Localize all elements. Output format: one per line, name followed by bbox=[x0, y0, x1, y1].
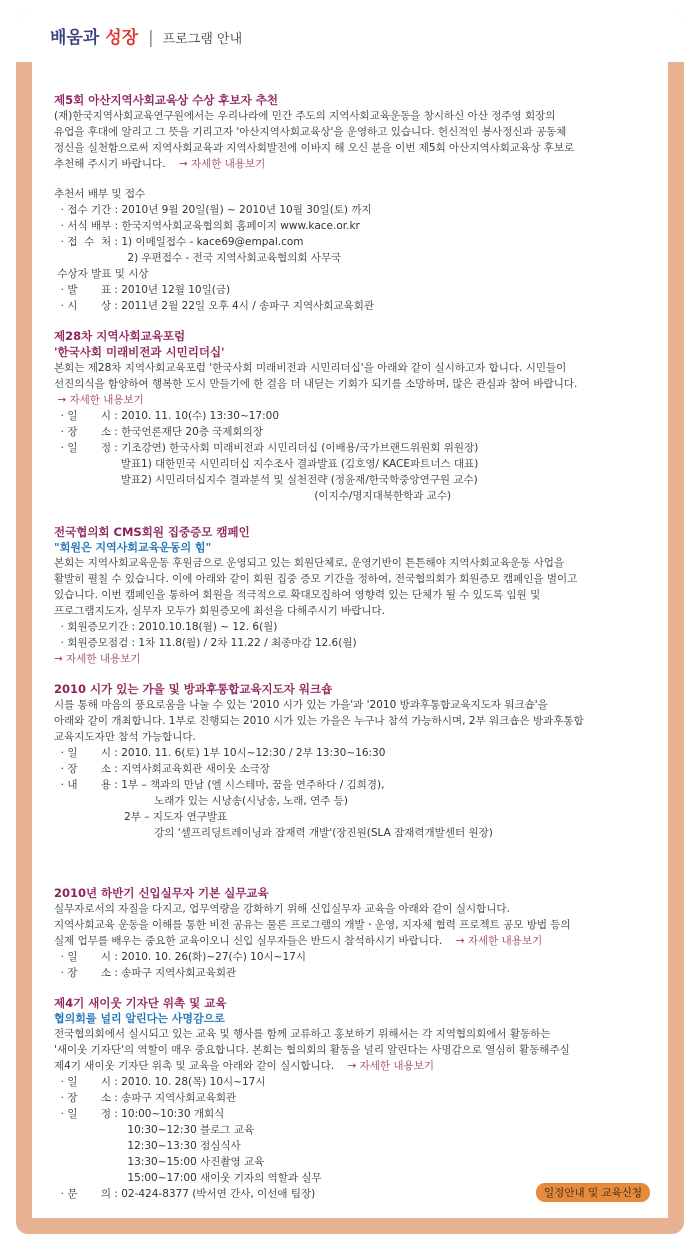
section-cms-campaign bbox=[54, 524, 656, 667]
detail-line: · 회원증모점검 : 1차 11.8(월) / 2차 11.22 / 최종마감 12.6(월) bbox=[54, 637, 357, 649]
section-title: 제28차 지역사회교육포럼 bbox=[54, 329, 186, 343]
section-body: 본회는 지역사회교육운동 후원금으로 운영되고 있는 회원단체로, 운영기반이 튼튼해야 지역사회교육운동 사업을 bbox=[54, 557, 565, 569]
page-title bbox=[50, 28, 242, 50]
section-body: 실무자로서의 자질을 다지고, 업무역량을 강화하기 위해 신입실무자 교육을 아래와 같이 실시합니다. bbox=[54, 903, 510, 915]
details-link[interactable]: → 자세한 내용보기 bbox=[178, 158, 266, 170]
section-body: '새이웃 기자단'의 역할이 매우 중요합니다. 본회는 협의회의 활동을 널리 알린다는 사명감으로 열심히 활동해주실 bbox=[54, 1044, 570, 1056]
page-frame bbox=[16, 14, 684, 1234]
detail-line: 2부 – 지도자 연구발표 bbox=[54, 811, 228, 823]
section-body-last bbox=[54, 933, 656, 949]
section-body-last bbox=[54, 1058, 656, 1074]
section-subtitle: "회원은 지역사회교육운동의 힘" bbox=[54, 541, 212, 554]
section-body: 지역사회교육 운동을 이해를 통한 비전 공유는 물론 프로그램의 개발ㆍ운영, 지자체 협력 프로젝트 공모 방법 등의 bbox=[54, 919, 571, 931]
detail-line: · 장 소 : 송파구 지역사회교육회관 bbox=[54, 1092, 237, 1104]
section-body: 교육지도자만 참석 가능합니다. bbox=[54, 731, 196, 743]
section-reporter-team bbox=[54, 995, 656, 1202]
details-link[interactable]: → 자세한 내용보기 bbox=[347, 1060, 434, 1072]
page-subtitle: 프로그램 안내 bbox=[162, 32, 243, 47]
title-separator: | bbox=[147, 28, 154, 48]
section-body: 있습니다. 이번 캠페인을 통하여 회원을 적극적으로 확대모집하여 영향력 있는 단체가 될 수 있도록 임원 및 bbox=[54, 589, 541, 601]
section-body: 활발히 펼칠 수 있습니다. 이에 아래와 같이 회원 집중 증모 기간을 정하여, 전국협의회가 회원증모 캠페인을 벌이고 bbox=[54, 573, 578, 585]
detail-line: 13:30~15:00 사진촬영 교육 bbox=[54, 1156, 265, 1168]
section-title: 전국협의회 CMS회원 집중증모 캠페인 bbox=[54, 525, 250, 539]
section-body: 전국협의회에서 실시되고 있는 교육 및 행사를 함께 교류하고 홍보하기 위해서는 각 지역협의회에서 활동하는 bbox=[54, 1028, 551, 1040]
detail-line: · 일 시 : 2010. 11. 6(토) 1부 10시~12:30 / 2부 13:30~16:30 bbox=[54, 747, 386, 759]
detail-line: · 일 시 : 2010. 10. 26(화)~27(수) 10시~17시 bbox=[54, 951, 306, 963]
section-forum bbox=[54, 328, 656, 504]
detail-line: · 일 정 : 10:00~10:30 개회식 bbox=[54, 1108, 225, 1120]
header-bar bbox=[16, 14, 684, 62]
section-body: 유업을 후대에 알리고 그 뜻을 기리고자 '아산지역사회교육상'을 운영하고 있습니다. 헌신적인 봉사정신과 공동체 bbox=[54, 126, 567, 138]
content-panel bbox=[32, 62, 668, 1218]
schedule-and-apply-button[interactable]: 일정안내 및 교육신청 bbox=[536, 1183, 650, 1202]
section-title: 제4기 새이웃 기자단 위촉 및 교육 bbox=[54, 996, 227, 1010]
section-title: 제5회 아산지역사회교육상 수상 후보자 추천 bbox=[54, 93, 278, 107]
section-subtitle: 협의회를 널리 알린다는 사명감으로 bbox=[54, 1012, 225, 1025]
details-link[interactable]: → 자세한 내용보기 bbox=[54, 653, 141, 665]
detail-line: 수상자 발표 및 시상 bbox=[54, 268, 149, 280]
title-highlight: 성장 bbox=[105, 28, 139, 48]
section-body-text: 추천해 주시기 바랍니다. bbox=[54, 158, 166, 170]
section-body: 정신을 실천함으로써 지역사회교육과 지역사회발전에 이바지 해 오신 분을 이번 제5회 아산지역사회교육상 후보로 bbox=[54, 142, 575, 154]
detail-line: 노래가 있는 시낭송(시낭송, 노래, 연주 등) bbox=[54, 795, 348, 807]
detail-line: · 장 소 : 송파구 지역사회교육회관 bbox=[54, 967, 237, 979]
detail-line: · 일 시 : 2010. 10. 28(목) 10시~17시 bbox=[54, 1076, 266, 1088]
section-new-staff-training bbox=[54, 885, 656, 981]
section-title: 2010 시가 있는 가을 및 방과후통합교육지도자 워크숍 bbox=[54, 682, 333, 696]
detail-line: 발표2) 시민리더십지수 결과분석 및 실천전략 (정윤재/한국학중앙연구원 교수) bbox=[54, 474, 478, 486]
details-link[interactable]: → 자세한 내용보기 bbox=[54, 394, 144, 406]
detail-line: 추천서 배부 및 접수 bbox=[54, 188, 146, 200]
detail-line: · 장 소 : 지역사회교육회관 새이웃 소극장 bbox=[54, 763, 270, 775]
detail-line: · 접 수 처 : 1) 이메일접수 - kace69@empal.com bbox=[54, 236, 304, 248]
detail-line: 강의 '셀프리딩트레이닝과 잠재력 개발'(장진원(SLA 잠재력개발센터 원장) bbox=[54, 827, 493, 839]
detail-line: · 장 소 : 한국언론재단 20층 국제회의장 bbox=[54, 426, 263, 438]
section-body: 선진의식을 함양하여 행복한 도시 만들기에 한 걸음 더 내딛는 기회가 되기를 소망하며, 많은 관심과 참여 바랍니다. bbox=[54, 378, 578, 390]
detail-line: · 내 용 : 1부 – 책과의 만남 (엘 시스테마, 꿈을 연주하다 / 김희경), bbox=[54, 779, 385, 791]
title-main: 배움과 bbox=[50, 28, 100, 48]
detail-line: 10:30~12:30 블로그 교육 bbox=[54, 1124, 255, 1136]
section-body-text: 실제 업무를 배우는 중요한 교육이오니 신입 실무자들은 반드시 참석하시기 바랍니다. bbox=[54, 935, 443, 947]
section-body: 본회는 제28차 지역사회교육포럼 '한국사회 미래비전과 시민리더십'을 아래와 같이 실시하고자 합니다. 시민들이 bbox=[54, 362, 567, 374]
section-body: 프로그램지도자, 실무자 모두가 회원증모에 최선을 다해주시기 바랍니다. bbox=[54, 605, 385, 617]
section-body-text: 제4기 새이웃 기자단 위촉 및 교육을 아래와 같이 실시합니다. bbox=[54, 1060, 335, 1072]
detail-line: 2) 우편접수 - 전국 지역사회교육협의회 사무국 bbox=[54, 252, 342, 264]
details-link[interactable]: → 자세한 내용보기 bbox=[455, 935, 543, 947]
detail-line: · 일 시 : 2010. 11. 10(수) 13:30~17:00 bbox=[54, 410, 279, 422]
detail-line: · 시 상 : 2011년 2월 22일 오후 4시 / 송파구 지역사회교육회관 bbox=[54, 300, 374, 312]
detail-line: · 문 의 : 02-424-8377 (박서연 간사, 이선애 팀장) bbox=[54, 1188, 316, 1200]
detail-line: · 접수 기간 : 2010년 9월 20일(월) ~ 2010년 10월 30일(토) 까지 bbox=[54, 204, 372, 216]
detail-line: · 일 정 : 기조강연) 한국사회 미래비전과 시민리더십 (이배용/국가브랜드위원회 위원장) bbox=[54, 442, 479, 454]
detail-line: · 발 표 : 2010년 12월 10일(금) bbox=[54, 284, 231, 296]
detail-line: 12:30~13:30 점심식사 bbox=[54, 1140, 241, 1152]
section-body: (재)한국지역사회교육연구원에서는 우리나라에 민간 주도의 지역사회교육운동을 창시하신 아산 정주영 회장의 bbox=[54, 110, 556, 122]
detail-line: · 서식 배부 : 한국지역사회교육협의회 홈페이지 www.kace.or.kr bbox=[54, 220, 360, 232]
detail-line: 발표1) 대한민국 시민리더십 지수조사 결과발표 (김호영/ KACE파트너스 대표) bbox=[54, 458, 479, 470]
section-subtitle: '한국사회 미래비전과 시민리더십' bbox=[54, 345, 225, 359]
section-body: 아래와 같이 개최합니다. 1부로 진행되는 2010 시가 있는 가을은 누구나 참석 가능하시며, 2부 워크숍은 방과후통합 bbox=[54, 715, 584, 727]
detail-line: 15:00~17:00 새이웃 기자의 역할과 실무 bbox=[54, 1172, 322, 1184]
section-poetry-workshop bbox=[54, 681, 656, 841]
section-body-last bbox=[54, 156, 656, 172]
detail-line: (이지수/명지대북한학과 교수) bbox=[54, 490, 452, 502]
content bbox=[54, 92, 656, 1202]
top-button[interactable]: ▶ Top bbox=[630, 32, 666, 45]
detail-line: · 회원증모기간 : 2010.10.18(월) ~ 12. 6(월) bbox=[54, 621, 278, 633]
section-asan-award bbox=[54, 92, 656, 314]
section-body: 시를 통해 마음의 풍요로움을 나눌 수 있는 '2010 시가 있는 가을'과 '2010 방과후통합교육지도자 워크숍'을 bbox=[54, 699, 548, 711]
section-title: 2010년 하반기 신입실무자 기본 실무교육 bbox=[54, 886, 269, 900]
